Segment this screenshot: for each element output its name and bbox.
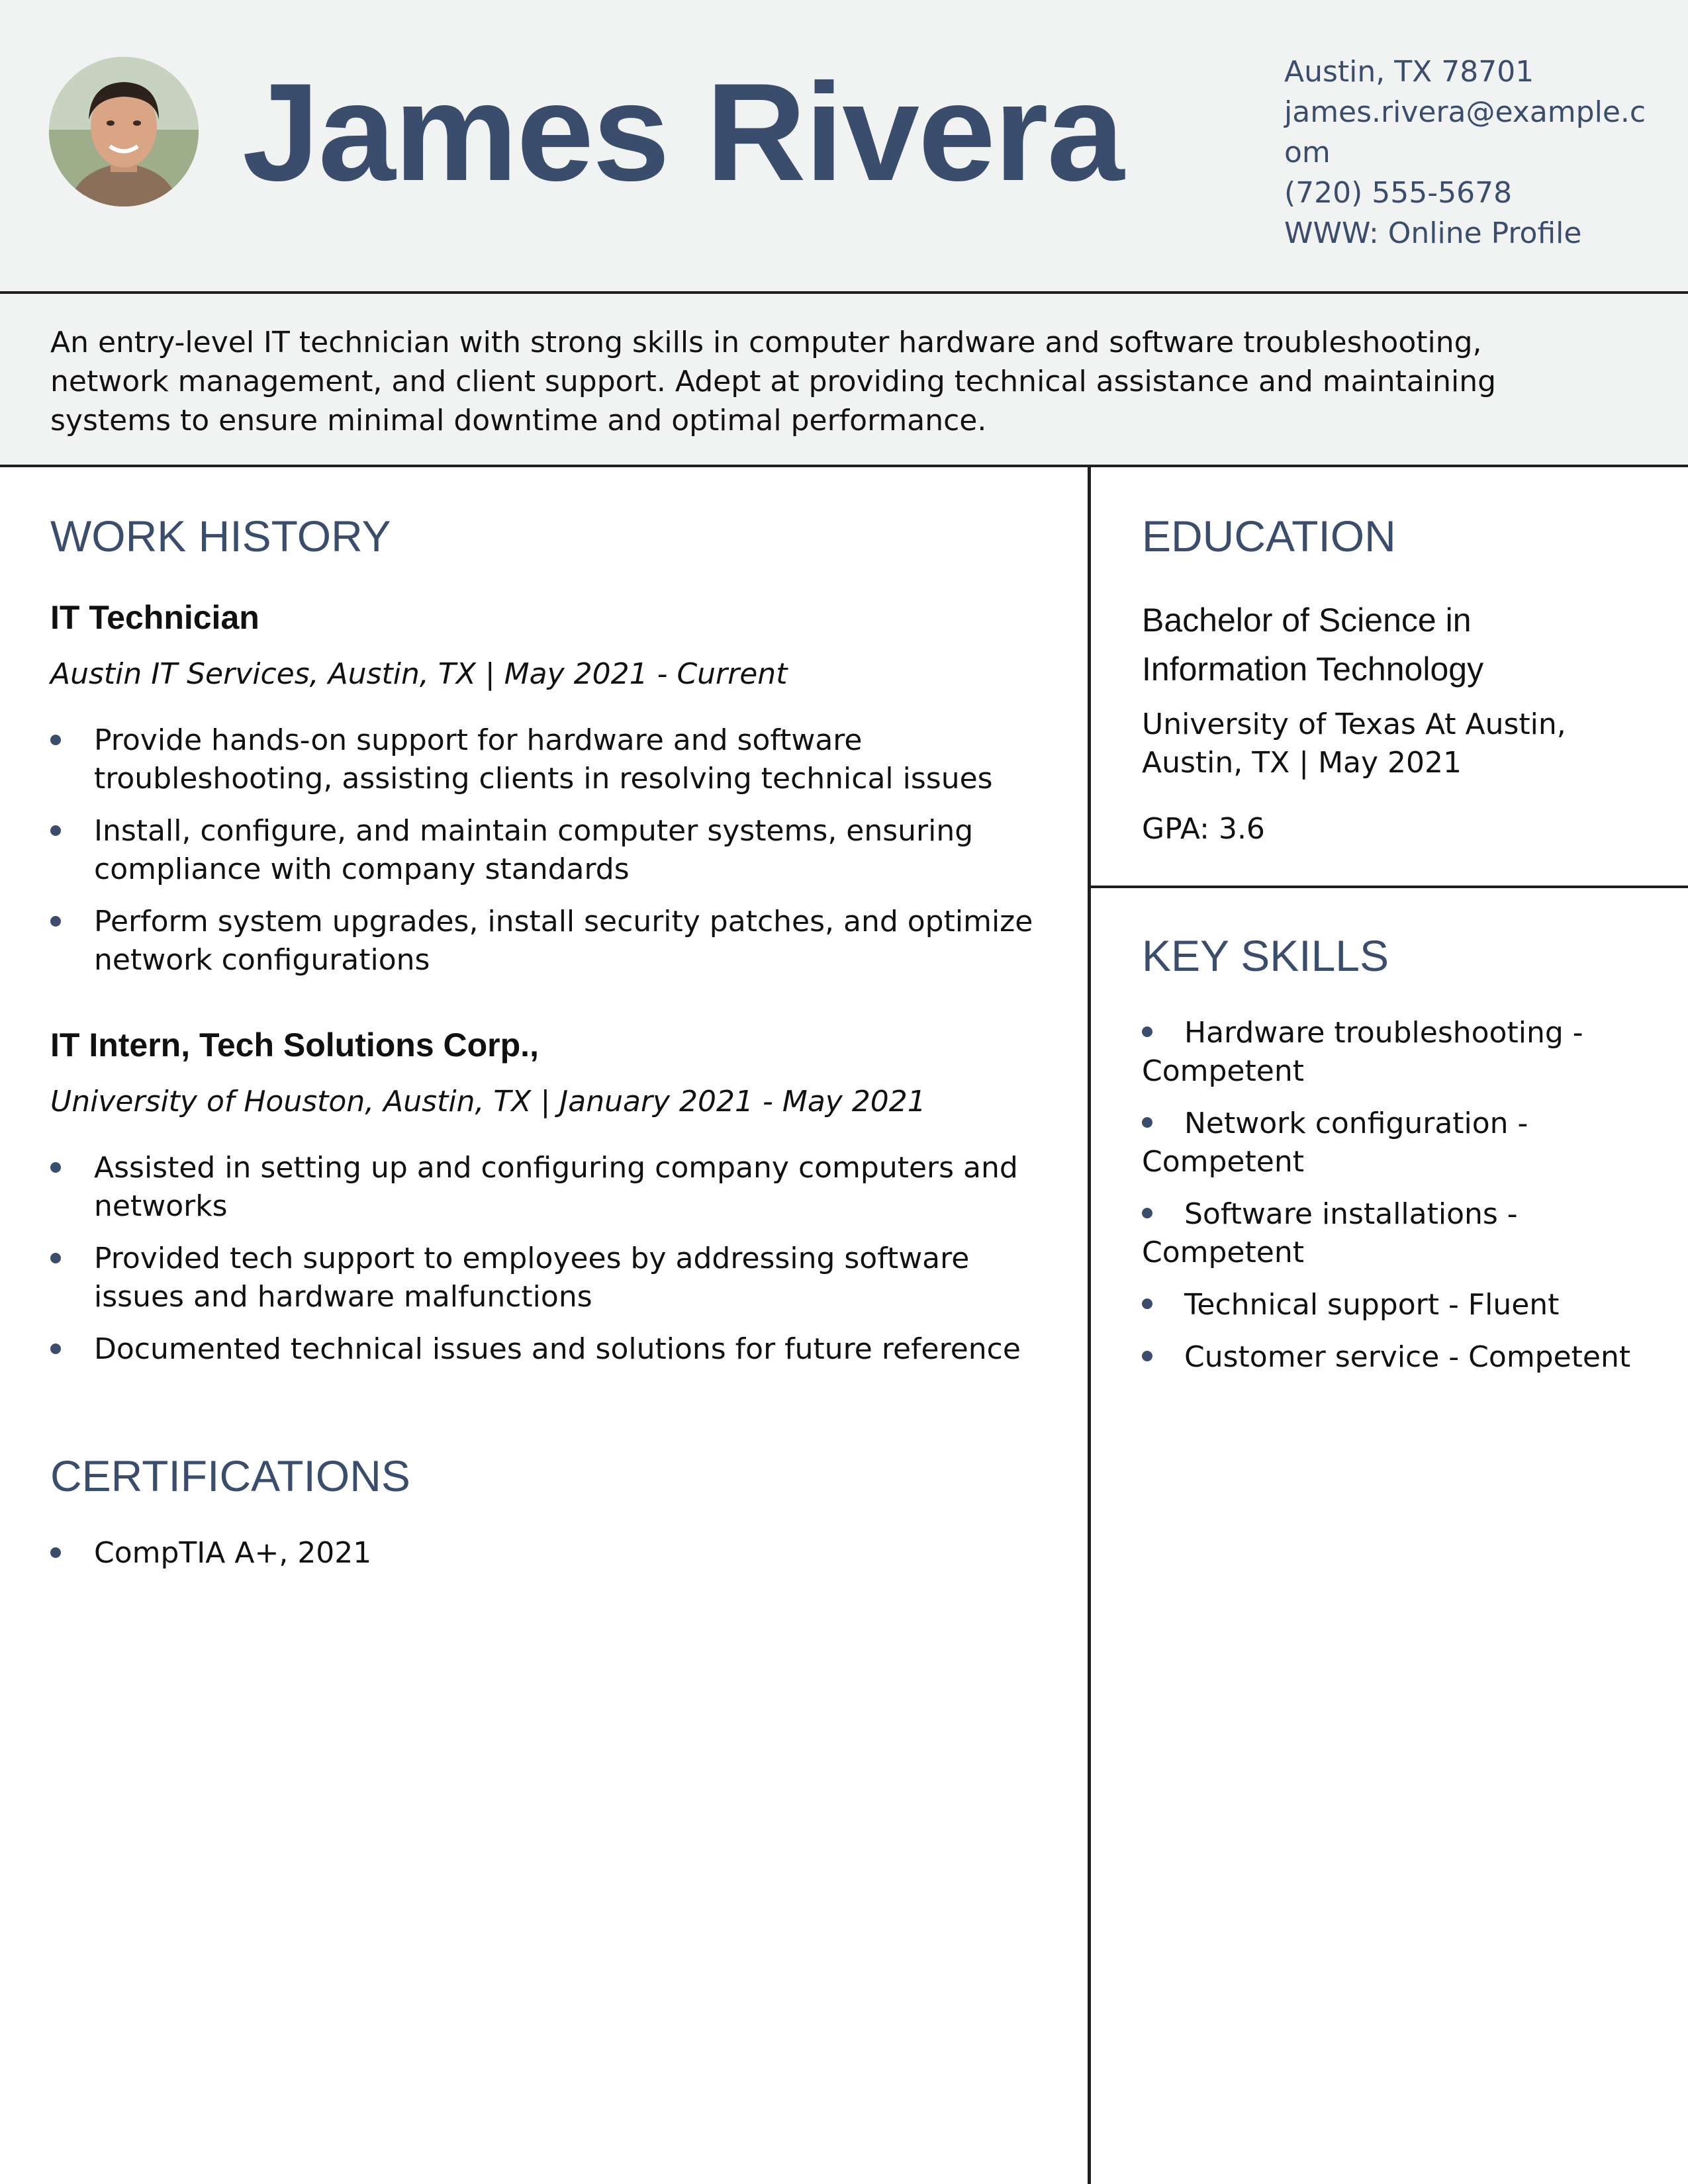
school-line-1: University of Texas At Austin, bbox=[1142, 707, 1566, 741]
bullet-icon bbox=[1142, 1298, 1152, 1309]
certifications-list bbox=[50, 1534, 1056, 1586]
degree-line-1: Bachelor of Science in bbox=[1142, 602, 1472, 639]
certifications-heading: CERTIFICATIONS bbox=[50, 1451, 410, 1500]
job-title: IT Intern, Tech Solutions Corp., bbox=[50, 1026, 539, 1064]
bullet-icon bbox=[50, 916, 61, 927]
list-item-text: Install, configure, and maintain computer systems, ensuring compliance with company standards bbox=[94, 814, 974, 886]
list-item bbox=[1142, 1105, 1645, 1181]
degree-name bbox=[1142, 596, 1483, 694]
contact-email[interactable] bbox=[1284, 92, 1655, 173]
bullet-icon bbox=[1142, 1351, 1152, 1361]
list-item bbox=[50, 903, 1056, 979]
bullet-icon bbox=[50, 735, 61, 745]
contact-website-link[interactable]: WWW: Online Profile bbox=[1284, 216, 1582, 250]
list-item-text: Hardware troubleshooting - Competent bbox=[1142, 1016, 1583, 1088]
summary-band bbox=[0, 294, 1688, 467]
list-item bbox=[50, 812, 1056, 889]
key-skills-heading: KEY SKILLS bbox=[1142, 931, 1389, 980]
gpa: GPA: 3.6 bbox=[1142, 812, 1265, 846]
list-item bbox=[50, 1240, 1056, 1316]
list-item-text: Software installations - Competent bbox=[1142, 1197, 1518, 1269]
bullet-icon bbox=[50, 1253, 61, 1263]
list-item bbox=[1142, 1195, 1645, 1272]
list-item-text: CompTIA A+, 2021 bbox=[94, 1536, 372, 1570]
bullet-icon bbox=[50, 825, 61, 836]
list-item-text: Network configuration - Competent bbox=[1142, 1107, 1528, 1179]
job-bullets bbox=[50, 1149, 1056, 1383]
school-line-2: Austin, TX | May 2021 bbox=[1142, 746, 1462, 780]
education-heading: EDUCATION bbox=[1142, 512, 1396, 561]
job-bullets bbox=[50, 721, 1056, 993]
column-divider bbox=[1088, 467, 1091, 2184]
list-item bbox=[50, 1149, 1056, 1226]
bullet-icon bbox=[1142, 1026, 1152, 1037]
header-band bbox=[0, 0, 1688, 294]
contact-email-line-1[interactable]: james.rivera@example.c bbox=[1284, 95, 1646, 129]
list-item-text: Technical support - Fluent bbox=[1184, 1288, 1560, 1322]
bullet-icon bbox=[1142, 1208, 1152, 1218]
contact-block bbox=[1284, 52, 1655, 253]
job-title: IT Technician bbox=[50, 599, 259, 636]
list-item-text: Documented technical issues and solutions for future reference bbox=[94, 1332, 1021, 1366]
list-item bbox=[50, 1330, 1056, 1369]
bullet-icon bbox=[50, 1343, 61, 1354]
list-item bbox=[1142, 1286, 1645, 1324]
list-item-text: Customer service - Competent bbox=[1184, 1340, 1631, 1374]
contact-location: Austin, TX 78701 bbox=[1284, 55, 1534, 89]
work-history-heading: WORK HISTORY bbox=[50, 512, 391, 561]
bullet-icon bbox=[1142, 1117, 1152, 1128]
key-skills-list bbox=[1142, 1014, 1645, 1390]
job-meta: Austin IT Services, Austin, TX | May 2021 - Current bbox=[50, 657, 788, 691]
list-item-text: Perform system upgrades, install security patches, and optimize network configurations bbox=[94, 905, 1033, 977]
sidebar-section-divider bbox=[1091, 886, 1688, 888]
contact-email-line-2[interactable]: om bbox=[1284, 136, 1331, 169]
list-item bbox=[50, 1534, 1056, 1572]
list-item-text: Provided tech support to employees by addressing software issues and hardware malfunctions bbox=[94, 1242, 970, 1314]
professional-summary: An entry-level IT technician with strong skills in computer hardware and software troubleshooting, network management, and client support. Adept at providing technical assistance and maintaining systems to ensure minimal downtime and optimal performance. bbox=[50, 326, 1497, 437]
bullet-icon bbox=[50, 1547, 61, 1558]
list-item bbox=[1142, 1338, 1645, 1377]
contact-phone: (720) 555-5678 bbox=[1284, 176, 1513, 210]
profile-photo-image bbox=[49, 57, 199, 206]
list-item-text: Provide hands-on support for hardware and software troubleshooting, assisting clients in resolving technical issues bbox=[94, 723, 993, 796]
list-item bbox=[50, 721, 1056, 798]
profile-photo bbox=[49, 57, 199, 206]
job-meta: University of Houston, Austin, TX | January 2021 - May 2021 bbox=[50, 1085, 926, 1118]
bullet-icon bbox=[50, 1162, 61, 1173]
list-item-text: Assisted in setting up and configuring company computers and networks bbox=[94, 1151, 1018, 1223]
list-item bbox=[1142, 1014, 1645, 1091]
degree-line-2: Information Technology bbox=[1142, 651, 1484, 688]
school-info bbox=[1142, 705, 1566, 782]
candidate-name: James Rivera bbox=[242, 54, 1123, 210]
